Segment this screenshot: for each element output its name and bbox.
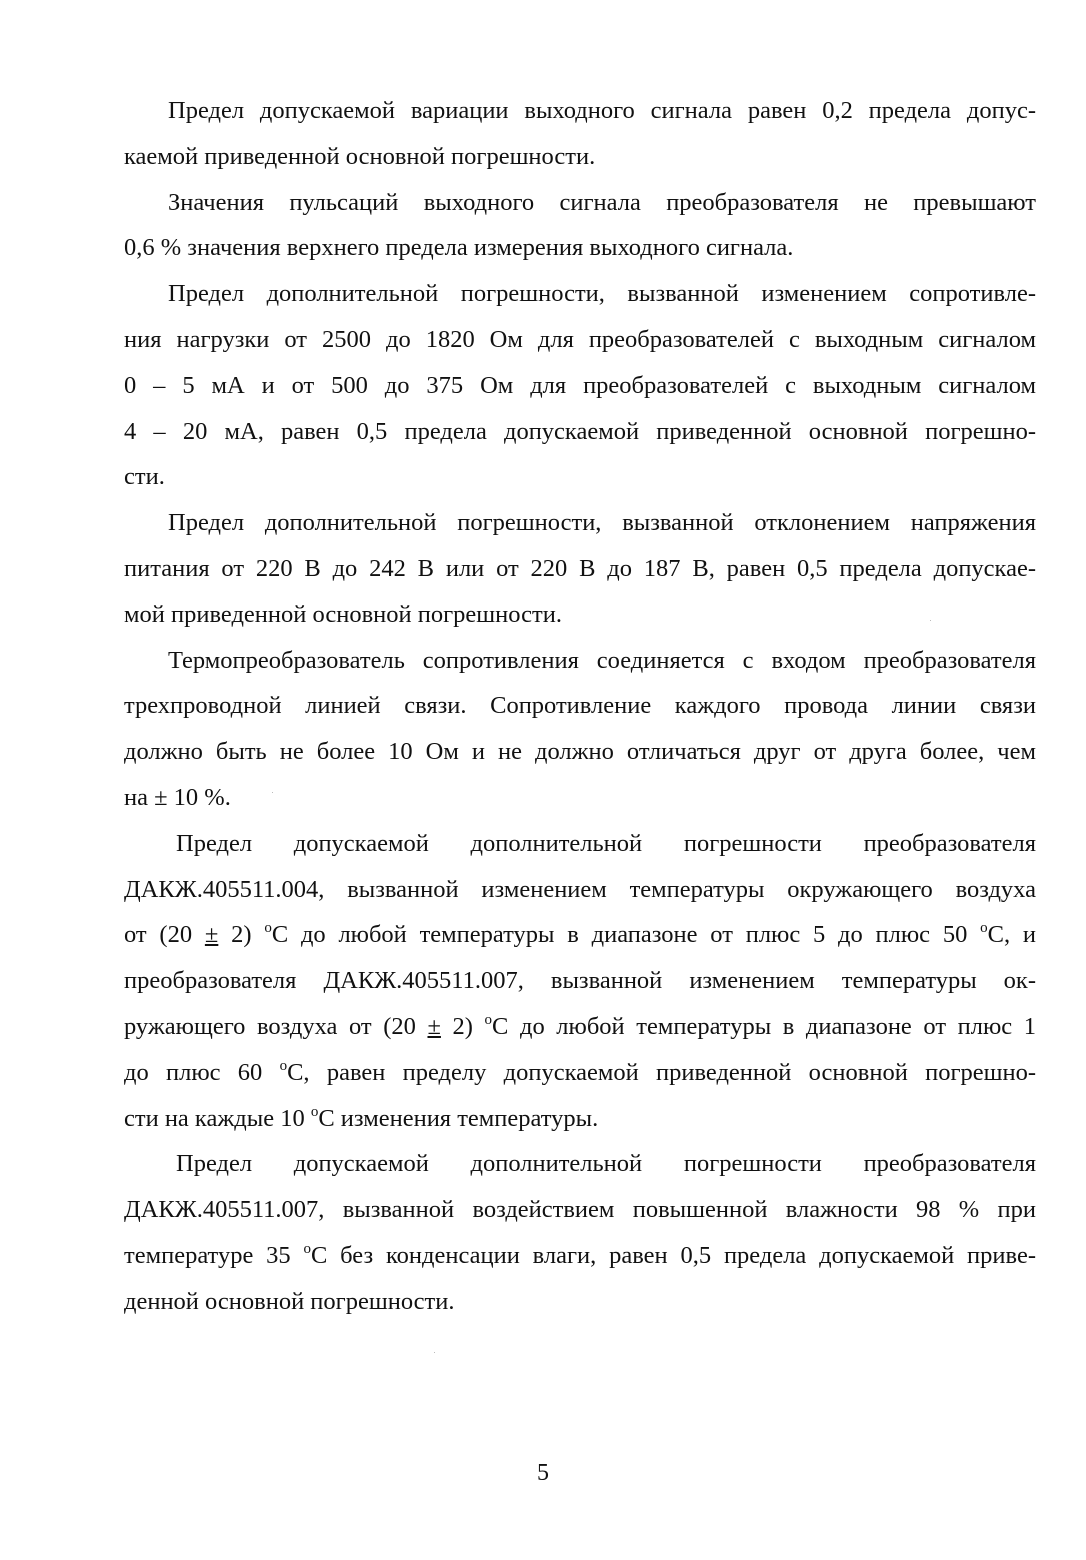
scan-speck [930,620,931,621]
text-segment: С, и [987,921,1037,949]
text-line: должно быть не более 10 Ом и не должно отличаться друг от друга более, чем [124,738,1036,766]
text-line: питания от 220 В до 242 В или от 220 В до 187 В, равен 0,5 предела допускае- [124,554,1036,582]
scan-speck [434,1352,435,1353]
text-segment: сти на каждые 10 [124,1104,311,1132]
paragraph-load-resistance-error [80,271,1036,500]
text-line: трехпроводной линией связи. Сопротивление каждого провода линии связи [124,692,1036,720]
text-segment: ружающего воздуха от (20 [124,1012,428,1040]
degree-symbol: o [303,1240,311,1257]
text-segment: 2) [440,1012,485,1040]
degree-symbol: o [279,1057,288,1074]
text-segment: температуре 35 [124,1241,304,1269]
text-line: Значения пульсаций выходного сигнала преобразователя не превышают [168,188,1036,216]
paragraph-variation-limit [80,88,1036,180]
text-segment: С до любой температуры в диапазоне от плюс 1 [492,1012,1036,1040]
degree-symbol: o [484,1011,493,1028]
text-line [80,1187,1036,1233]
text-line: Предел дополнительной погрешности, вызванной отклонением напряжения [168,509,1036,537]
page-number: 5 [537,1460,549,1486]
text-line: ния нагрузки от 2500 до 1820 Ом для преобразователей с выходным сигналом [124,325,1036,353]
text-segment: 2) [218,921,265,949]
text-segment: С без конденсации влаги, равен 0,5 предела допускаемой приве- [310,1241,1036,1269]
degree-symbol: o [980,920,988,937]
plus-minus-symbol: ± [204,921,219,949]
paragraph-three-wire-connection [80,638,1036,821]
text-line [80,867,1036,913]
text-line [80,1233,1036,1279]
text-line: 0,6 % значения верхнего предела измерения выходного сигнала. [124,234,794,262]
degree-symbol: o [264,920,272,937]
text-line: 0 – 5 мА и от 500 до 375 Ом для преобразователей с выходным сигналом [124,371,1036,399]
text-segment: денной основной погрешности. [124,1287,455,1315]
text-line [80,1004,1036,1050]
text-segment: ДАКЖ.405511.007, вызванной воздействием повышенной влажности 98 % при [124,1196,1036,1224]
text-line: 4 – 20 мА, равен 0,5 предела допускаемой приведенной основной погрешно- [124,417,1036,445]
text-line: на ± 10 %. [124,783,231,811]
text-line [80,821,1036,867]
paragraph-ripple-values [80,180,1036,272]
text-line: каемой приведенной основной погрешности. [124,142,596,170]
text-segment: ДАКЖ.405511.004, вызванной изменением температуры окружающего воздуха [124,875,1036,903]
text-segment: преобразователя ДАКЖ.405511.007, вызванной изменением температуры ок- [124,967,1036,995]
paragraph-humidity-error [80,1141,1036,1324]
text-line [80,1141,1036,1187]
text-segment: С изменения температуры. [318,1104,599,1132]
text-line: мой приведенной основной погрешности. [124,600,562,628]
paragraph-supply-voltage-error [80,500,1036,637]
text-segment: Предел допускаемой дополнительной погрешности преобразователя [176,1150,1036,1178]
degree-symbol: o [310,1103,319,1120]
text-line [80,912,1036,958]
text-line: Термопреобразователь сопротивления соединяется с входом преобразователя [168,646,1036,674]
text-line: Предел дополнительной погрешности, вызванной изменением сопротивле- [168,280,1036,308]
text-segment: Предел допускаемой дополнительной погрешности преобразователя [176,829,1036,857]
document-page [80,88,1036,1325]
scan-speck [272,792,273,793]
text-segment: С до любой температуры в диапазоне от плюс 5 до плюс 50 [271,921,981,949]
text-line [80,1279,1036,1325]
plus-minus-symbol: ± [427,1012,441,1040]
text-line [80,1050,1036,1096]
text-segment: от (20 [124,921,205,949]
text-segment: С, равен пределу допускаемой приведенной основной погрешно- [287,1058,1036,1086]
text-line [80,1096,1036,1142]
text-line [80,958,1036,1004]
paragraph-ambient-temperature-error [80,821,1036,1142]
text-segment: до плюс 60 [124,1058,280,1086]
text-line: сти. [124,463,165,491]
text-line: Предел допускаемой вариации выходного сигнала равен 0,2 предела допус- [168,97,1036,124]
